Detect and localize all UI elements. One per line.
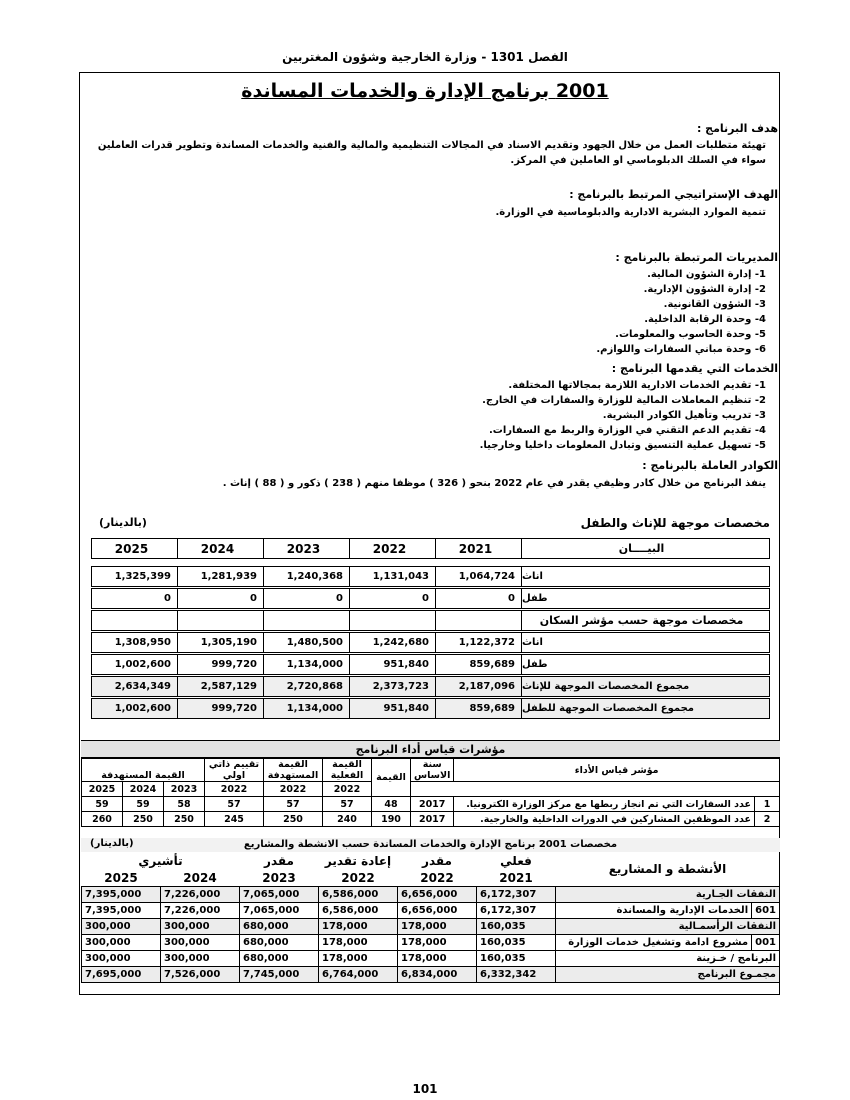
directorate-item: 4- وحدة الرقابة الداخلية. — [644, 314, 766, 325]
alloc-value: 178,000 — [319, 935, 398, 951]
goal-section — [88, 121, 778, 168]
alloc-value: 178,000 — [398, 919, 477, 935]
alloc-title: مخصصات 2001 برنامج الإدارة والخدمات المساندة حسب الانشطة والمشاريع — [81, 838, 780, 852]
goal-heading: هدف البرنامج : — [696, 122, 778, 135]
gender-cell: 1,281,939 — [177, 566, 264, 587]
gender-row — [90, 610, 770, 631]
ind-h-target: القيمة المستهدفة — [264, 759, 323, 782]
gender-cell: 0 — [91, 588, 178, 609]
alloc-value: 160,035 — [477, 935, 556, 951]
alloc-row — [82, 919, 780, 935]
gender-cell — [435, 610, 522, 631]
alloc-value: 7,065,000 — [240, 887, 319, 903]
alloc-label: الخدمات الإدارية والمساندة — [556, 903, 752, 919]
gender-row-label: مجموع المخصصات الموجهة للطفل — [521, 698, 770, 719]
gender-table-unit: (بالدينار) — [99, 516, 147, 529]
alloc-value: 160,035 — [477, 951, 556, 967]
alloc-value: 680,000 — [240, 935, 319, 951]
gender-cell: 951,840 — [349, 698, 436, 719]
indicator-cell: 58 — [164, 797, 205, 812]
gender-row-label: مخصصات موجهة حسب مؤشر السكان — [521, 610, 770, 631]
alloc-h-reest: إعادة تقدير — [324, 853, 392, 868]
alloc-value: 6,834,000 — [398, 967, 477, 983]
directorates-list — [88, 267, 778, 357]
ind-year: 2023 — [164, 782, 205, 797]
alloc-label: مشروع ادامة وتشغيل خدمات الوزارة — [556, 935, 752, 951]
alloc-label: النفقات الرأسمـالية — [556, 919, 780, 935]
directorate-item: 3- الشؤون القانونية. — [663, 299, 766, 310]
directorate-item: 5- وحدة الحاسوب والمعلومات. — [615, 329, 766, 340]
services-heading: الخدمات التي يقدمها البرنامج : — [611, 362, 778, 375]
gender-cell: 1,002,600 — [91, 654, 178, 675]
alloc-value: 300,000 — [161, 951, 240, 967]
alloc-year: 2022 — [420, 870, 454, 885]
alloc-value: 7,526,000 — [161, 967, 240, 983]
alloc-value: 7,226,000 — [161, 887, 240, 903]
indicator-cell: 59 — [123, 797, 164, 812]
gender-cell: 0 — [263, 588, 350, 609]
directorate-item: 6- وحدة مباني السفارات واللوازم. — [596, 344, 766, 355]
gender-table-title: مخصصات موجهة للإناث والطفل — [580, 516, 770, 530]
indicator-cell: 250 — [264, 812, 323, 827]
services-list — [88, 378, 778, 453]
gender-cell — [263, 610, 350, 631]
gender-cell: 1,134,000 — [263, 698, 350, 719]
indicator-cell: 48 — [372, 797, 411, 812]
alloc-code: 001 — [752, 935, 780, 951]
gender-row — [90, 698, 770, 719]
alloc-value: 7,745,000 — [240, 967, 319, 983]
indicator-cell: 57 — [264, 797, 323, 812]
gender-cell: 2024 — [177, 538, 264, 559]
alloc-value: 6,764,000 — [319, 967, 398, 983]
goal-text: تهيئة متطلبات العمل من خلال الجهود وتقديم الاسناد في المجالات التنظيمية والمالية والفنية والخدمات المساندة وتطوير قدرات العاملين سواء في السلك الدبلوماسي او العاملين في المركز. — [97, 140, 766, 166]
gender-cell: 1,122,372 — [435, 632, 522, 653]
chapter-header: الفصل 1301 - وزارة الخارجية وشؤون المغتربين — [282, 50, 568, 64]
alloc-value: 160,035 — [477, 919, 556, 935]
indicator-cell: 250 — [164, 812, 205, 827]
directorate-item: 1- إدارة الشؤون المالية. — [647, 269, 766, 280]
alloc-value: 6,172,307 — [477, 887, 556, 903]
ind-year: 2025 — [82, 782, 123, 797]
strategic-section — [88, 187, 778, 220]
alloc-unit: (بالدينار) — [90, 838, 134, 849]
alloc-year: 2024 — [183, 870, 217, 885]
strategic-text: تنمية الموارد البشرية الادارية والدبلوماسية في الوزارة. — [495, 207, 766, 218]
ind-h-value: القيمة — [372, 759, 411, 797]
alloc-year: 2021 — [499, 870, 533, 885]
indicator-cell: عدد السفارات التي تم انجاز ربطها مع مركز الوزارة الكترونيا. — [454, 797, 755, 812]
alloc-value: 6,332,342 — [477, 967, 556, 983]
alloc-label: البرنامج / خـزينة — [556, 951, 780, 967]
alloc-value: 7,395,000 — [82, 903, 161, 919]
alloc-value: 7,395,000 — [82, 887, 161, 903]
gender-cell: 951,840 — [349, 654, 436, 675]
alloc-row — [82, 887, 780, 903]
indicator-cell: 57 — [323, 797, 372, 812]
gender-cell: 1,002,600 — [91, 698, 178, 719]
indicator-row — [82, 812, 780, 827]
indicator-cell: 2017 — [411, 797, 454, 812]
alloc-value: 6,656,000 — [398, 903, 477, 919]
gender-cell — [91, 610, 178, 631]
gender-cell: 0 — [435, 588, 522, 609]
alloc-value: 7,695,000 — [82, 967, 161, 983]
gender-row — [90, 676, 770, 697]
alloc-value: 6,172,307 — [477, 903, 556, 919]
gender-cell: 2,587,129 — [177, 676, 264, 697]
alloc-value: 680,000 — [240, 951, 319, 967]
gender-row-label: اناث — [521, 632, 770, 653]
alloc-value: 178,000 — [319, 951, 398, 967]
ind-year: 2022 — [264, 782, 323, 797]
service-item: 1- تقديم الخدمات الادارية اللازمة بمجالاتها المختلفة. — [508, 380, 766, 391]
ind-h-actual: القيمة الفعلية — [323, 759, 372, 782]
indicators-title: مؤشرات قياس أداء البرنامج — [81, 740, 780, 758]
alloc-value: 300,000 — [82, 919, 161, 935]
alloc-h-est2: مقدر — [264, 853, 294, 868]
gender-cell: 1,240,368 — [263, 566, 350, 587]
alloc-value: 178,000 — [319, 919, 398, 935]
page-number: 101 — [412, 1082, 438, 1096]
service-item: 2- تنظيم المعاملات المالية للوزارة والسفارات في الخارج. — [482, 395, 766, 406]
gender-row-label: اناث — [521, 566, 770, 587]
ind-h-base: سنة الاساس — [411, 759, 454, 782]
gender-cell: 2023 — [263, 538, 350, 559]
indicator-cell: 245 — [205, 812, 264, 827]
alloc-h-actual: فعلي — [500, 853, 532, 868]
alloc-label: النفقات الجـارية — [556, 887, 780, 903]
gender-cell: 859,689 — [435, 698, 522, 719]
indicator-cell: عدد الموظفين المشاركين في الدورات الداخلية والخارجية. — [454, 812, 755, 827]
alloc-code: 601 — [752, 903, 780, 919]
gender-row-label: طفل — [521, 588, 770, 609]
gender-cell: 999,720 — [177, 654, 264, 675]
alloc-row — [82, 935, 780, 951]
alloc-value: 6,586,000 — [319, 887, 398, 903]
alloc-h-indic: تأشيري — [138, 853, 183, 868]
gender-cell: 1,242,680 — [349, 632, 436, 653]
alloc-value: 300,000 — [82, 935, 161, 951]
gender-cell: 2025 — [91, 538, 178, 559]
alloc-h-est: مقدر — [422, 853, 452, 868]
indicator-cell: 2 — [755, 812, 780, 827]
gender-cell: 1,134,000 — [263, 654, 350, 675]
gender-cell: 2,373,723 — [349, 676, 436, 697]
ind-h-target-group: القيمة المستهدفة — [82, 759, 205, 782]
gender-cell: 2021 — [435, 538, 522, 559]
alloc-row — [82, 903, 780, 919]
indicator-cell: 240 — [323, 812, 372, 827]
gender-row — [90, 588, 770, 609]
indicator-cell: 260 — [82, 812, 123, 827]
staff-heading: الكوادر العاملة بالبرنامج : — [642, 459, 778, 472]
ind-h-self: تقييم ذاتي اولي — [205, 759, 264, 782]
strategic-heading: الهدف الإستراتيجي المرتبط بالبرنامج : — [569, 188, 778, 201]
alloc-table — [81, 852, 780, 983]
service-item: 5- تسهيل عملية التنسيق وتبادل المعلومات داخليا وخارجيا. — [479, 440, 766, 451]
alloc-row — [82, 951, 780, 967]
directorates-heading: المديريات المرتبطة بالبرنامج : — [615, 251, 778, 264]
gender-row-label: مجموع المخصصات الموجهة للإناث — [521, 676, 770, 697]
alloc-value: 7,226,000 — [161, 903, 240, 919]
gender-cell: 999,720 — [177, 698, 264, 719]
gender-cell: 1,325,399 — [91, 566, 178, 587]
indicator-cell: 190 — [372, 812, 411, 827]
indicator-cell: 57 — [205, 797, 264, 812]
gender-cell: 1,480,500 — [263, 632, 350, 653]
gender-row-label: طفل — [521, 654, 770, 675]
gender-cell: 1,064,724 — [435, 566, 522, 587]
gender-row — [90, 654, 770, 675]
gender-row — [90, 566, 770, 587]
alloc-value: 178,000 — [398, 951, 477, 967]
alloc-row — [82, 967, 780, 983]
ind-year: 2022 — [323, 782, 372, 797]
gender-cell: 1,131,043 — [349, 566, 436, 587]
alloc-value: 300,000 — [82, 951, 161, 967]
ind-year: 2022 — [205, 782, 264, 797]
program-title: 2001 برنامج الإدارة والخدمات المساندة — [241, 80, 609, 102]
alloc-value: 6,586,000 — [319, 903, 398, 919]
alloc-value: 300,000 — [161, 935, 240, 951]
indicators-table — [81, 758, 780, 827]
gender-cell: 2022 — [349, 538, 436, 559]
indicator-cell: 2017 — [411, 812, 454, 827]
gender-cell: 1,308,950 — [91, 632, 178, 653]
indicator-cell: 1 — [755, 797, 780, 812]
directorate-item: 2- إدارة الشؤون الإدارية. — [643, 284, 766, 295]
ind-year: 2024 — [123, 782, 164, 797]
alloc-h-activities: الأنشطة و المشاريع — [608, 862, 727, 876]
indicator-cell: 250 — [123, 812, 164, 827]
ind-h-indicator: مؤشر قياس الأداء — [454, 759, 780, 782]
alloc-value: 178,000 — [398, 935, 477, 951]
alloc-label: مجمـوع البرنامج — [556, 967, 780, 983]
gender-cell — [177, 610, 264, 631]
staff-text: ينفذ البرنامج من خلال كادر وظيفي يقدر في عام 2022 بنحو ( 326 ) موظفا منهم ( 238 ) ذكور و ( 88 ) إناث . — [222, 478, 766, 489]
gender-row-label: البيــــان — [521, 538, 770, 559]
gender-cell: 859,689 — [435, 654, 522, 675]
alloc-value: 7,065,000 — [240, 903, 319, 919]
alloc-value: 6,656,000 — [398, 887, 477, 903]
alloc-value: 300,000 — [161, 919, 240, 935]
indicator-row — [82, 797, 780, 812]
gender-cell: 0 — [177, 588, 264, 609]
gender-row — [90, 538, 770, 559]
alloc-value: 680,000 — [240, 919, 319, 935]
gender-cell — [349, 610, 436, 631]
alloc-year: 2022 — [341, 870, 375, 885]
indicator-cell: 59 — [82, 797, 123, 812]
services-section — [88, 361, 778, 453]
alloc-year: 2025 — [104, 870, 138, 885]
directorates-section — [88, 250, 778, 357]
service-item: 3- تدريب وتأهيل الكوادر البشرية. — [602, 410, 766, 421]
service-item: 4- تقديم الدعم التقني في الوزارة والربط مع السفارات. — [489, 425, 766, 436]
gender-cell: 2,634,349 — [91, 676, 178, 697]
alloc-year: 2023 — [262, 870, 296, 885]
gender-cell: 0 — [349, 588, 436, 609]
staff-section — [88, 458, 778, 491]
gender-cell: 2,720,868 — [263, 676, 350, 697]
gender-row — [90, 632, 770, 653]
gender-cell: 2,187,096 — [435, 676, 522, 697]
gender-cell: 1,305,190 — [177, 632, 264, 653]
